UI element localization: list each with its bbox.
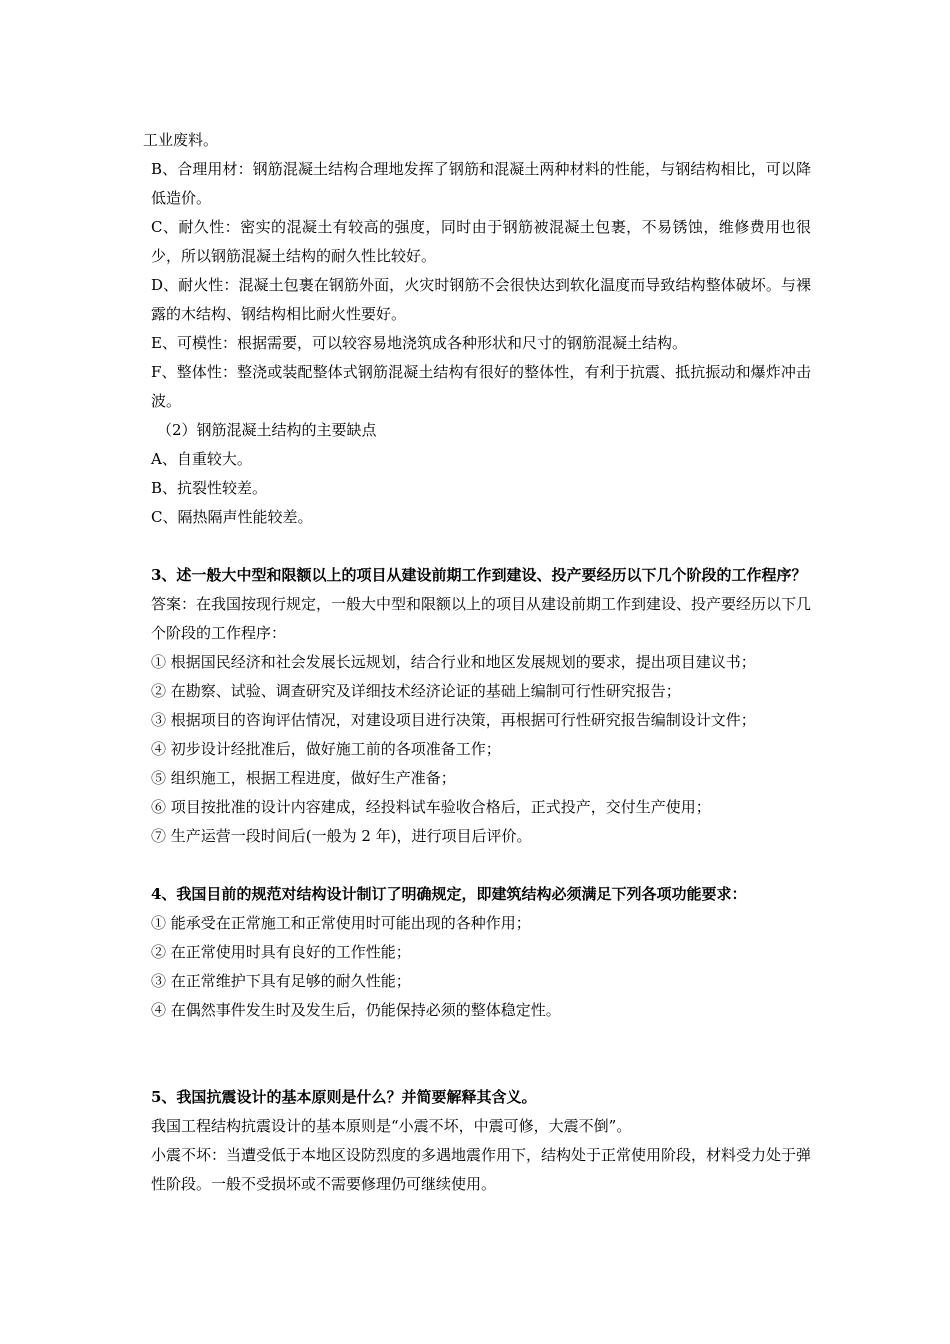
disadvantage-c: C、隔热隔声性能较差。 (151, 508, 313, 526)
spacer (143, 532, 811, 561)
question-4-title: 4、我国目前的规范对结构设计制订了明确规定，即建筑结构必须满足下列各项功能要求： (151, 885, 747, 903)
list-item: ⑦ 生产运营一段时间后(一般为 2 年)，进行项目后评价。 (151, 827, 532, 845)
question-5-explanation: 小震不坏：当遭受低于本地区设防烈度的多遇地震作用下，结构处于正常使用阶段，材料受力处于弹性阶段。一般不受损坏或不需要修理仍可继续使用。 (151, 1146, 812, 1193)
list-item: ⑥ 项目按批准的设计内容建成，经投料试车验收合格后，正式投产，交付生产使用； (151, 798, 711, 816)
advantage-b: B、合理用材：钢筋混凝土结构合理地发挥了钢筋和混凝土两种材料的性能，与钢结构相比，可以降低造价。 (151, 160, 811, 207)
spacer (143, 1025, 811, 1083)
list-item: ② 在正常使用时具有良好的工作性能； (151, 943, 411, 961)
list-item: ④ 在偶然事件发生时及发生后，仍能保持必须的整体稳定性。 (151, 1001, 561, 1019)
question-5-title: 5、我国抗震设计的基本原则是什么？并简要解释其含义。 (151, 1088, 537, 1106)
question-3-answer: 答案：在我国按现行规定，一般大中型和限额以上的项目从建设前期工作到建设、投产要经历以下几个阶段的工作程序： (151, 595, 812, 642)
list-item: ② 在勘察、试验、调查研究及详细技术经济论证的基础上编制可行性研究报告； (151, 682, 681, 700)
question-5-principle: 我国工程结构抗震设计的基本原则是“小震不坏，中震可修，大震不倒”。 (151, 1117, 632, 1135)
disadvantage-b: B、抗裂性较差。 (151, 479, 268, 497)
list-item: ④ 初步设计经批准后，做好施工前的各项准备工作； (151, 740, 501, 758)
list-item: ① 根据国民经济和社会发展长远规划，结合行业和地区发展规划的要求，提出项目建议书； (151, 653, 756, 671)
list-item: ③ 在正常维护下具有足够的耐久性能； (151, 972, 411, 990)
advantage-f: F、整体性：整浇或装配整体式钢筋混凝土结构有很好的整体性，有利于抗震、抵抗振动和爆炸冲击波。 (151, 363, 811, 410)
disadvantage-a: A、自重较大。 (151, 450, 252, 468)
advantage-c: C、耐久性：密实的混凝土有较高的强度，同时由于钢筋被混凝土包裹，不易锈蚀，维修费用也很少，所以钢筋混凝土结构的耐久性比较好。 (151, 218, 811, 265)
disadvantages-heading: （2）钢筋混凝土结构的主要缺点 (157, 421, 377, 439)
advantage-e: E、可模性：根据需要，可以较容易地浇筑成各种形状和尺寸的钢筋混凝土结构。 (151, 334, 687, 352)
spacer (143, 851, 811, 880)
list-item: ③ 根据项目的咨询评估情况，对建设项目进行决策，再根据可行性研究报告编制设计文件； (151, 711, 756, 729)
list-item: ① 能承受在正常施工和正常使用时可能出现的各种作用； (151, 914, 531, 932)
document-body (143, 126, 811, 1199)
list-item: ⑤ 组织施工，根据工程进度，做好生产准备； (151, 769, 456, 787)
advantage-d: D、耐火性：混凝土包裹在钢筋外面，火灾时钢筋不会很快达到软化温度而导致结构整体破坏。与裸露的木结构、钢结构相比耐火性要好。 (151, 276, 811, 323)
paragraph-continuation: 工业废料。 (143, 131, 219, 149)
question-3-title: 3、述一般大中型和限额以上的项目从建设前期工作到建设、投产要经历以下几个阶段的工作程序？ (151, 566, 807, 584)
